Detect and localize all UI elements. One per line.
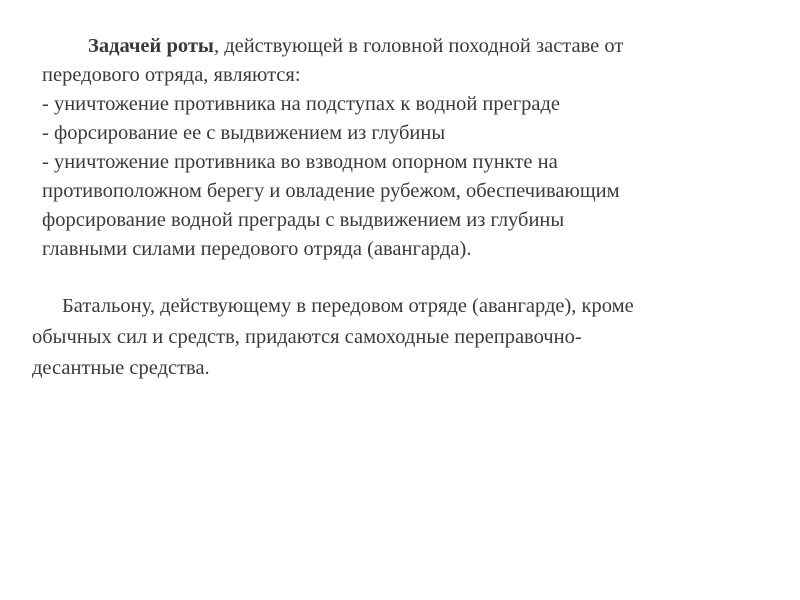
paragraph-line: Батальону, действующему в передовом отряде (авангарде), кроме: [62, 295, 634, 317]
list-item: - форсирование ее с выдвижением из глубины: [42, 122, 446, 144]
paragraph-company-tasks: [42, 32, 623, 264]
list-item: - уничтожение противника во взводном опорном пункте на: [42, 151, 558, 173]
list-item-continuation: главными силами передового отряда (авангарда).: [42, 238, 472, 260]
paragraph-line-text: , действующей в головной походной заставе от: [213, 35, 624, 57]
list-item-continuation: противоположном берегу и овладение рубежом, обеспечивающим: [42, 180, 620, 202]
paragraph-line: [42, 32, 623, 61]
paragraph-battalion: [32, 292, 634, 385]
list-item: - уничтожение противника на подступах к водной преграде: [42, 93, 561, 115]
paragraph-line: обычных сил и средств, придаются самоходные переправочно-: [32, 326, 582, 348]
paragraph-line: десантные средства.: [32, 357, 210, 379]
paragraph-line: передового отряда, являются:: [42, 64, 301, 86]
bold-lead-term: Задачей роты: [88, 35, 214, 57]
list-item-continuation: форсирование водной преграды с выдвижением из глубины: [42, 209, 565, 231]
